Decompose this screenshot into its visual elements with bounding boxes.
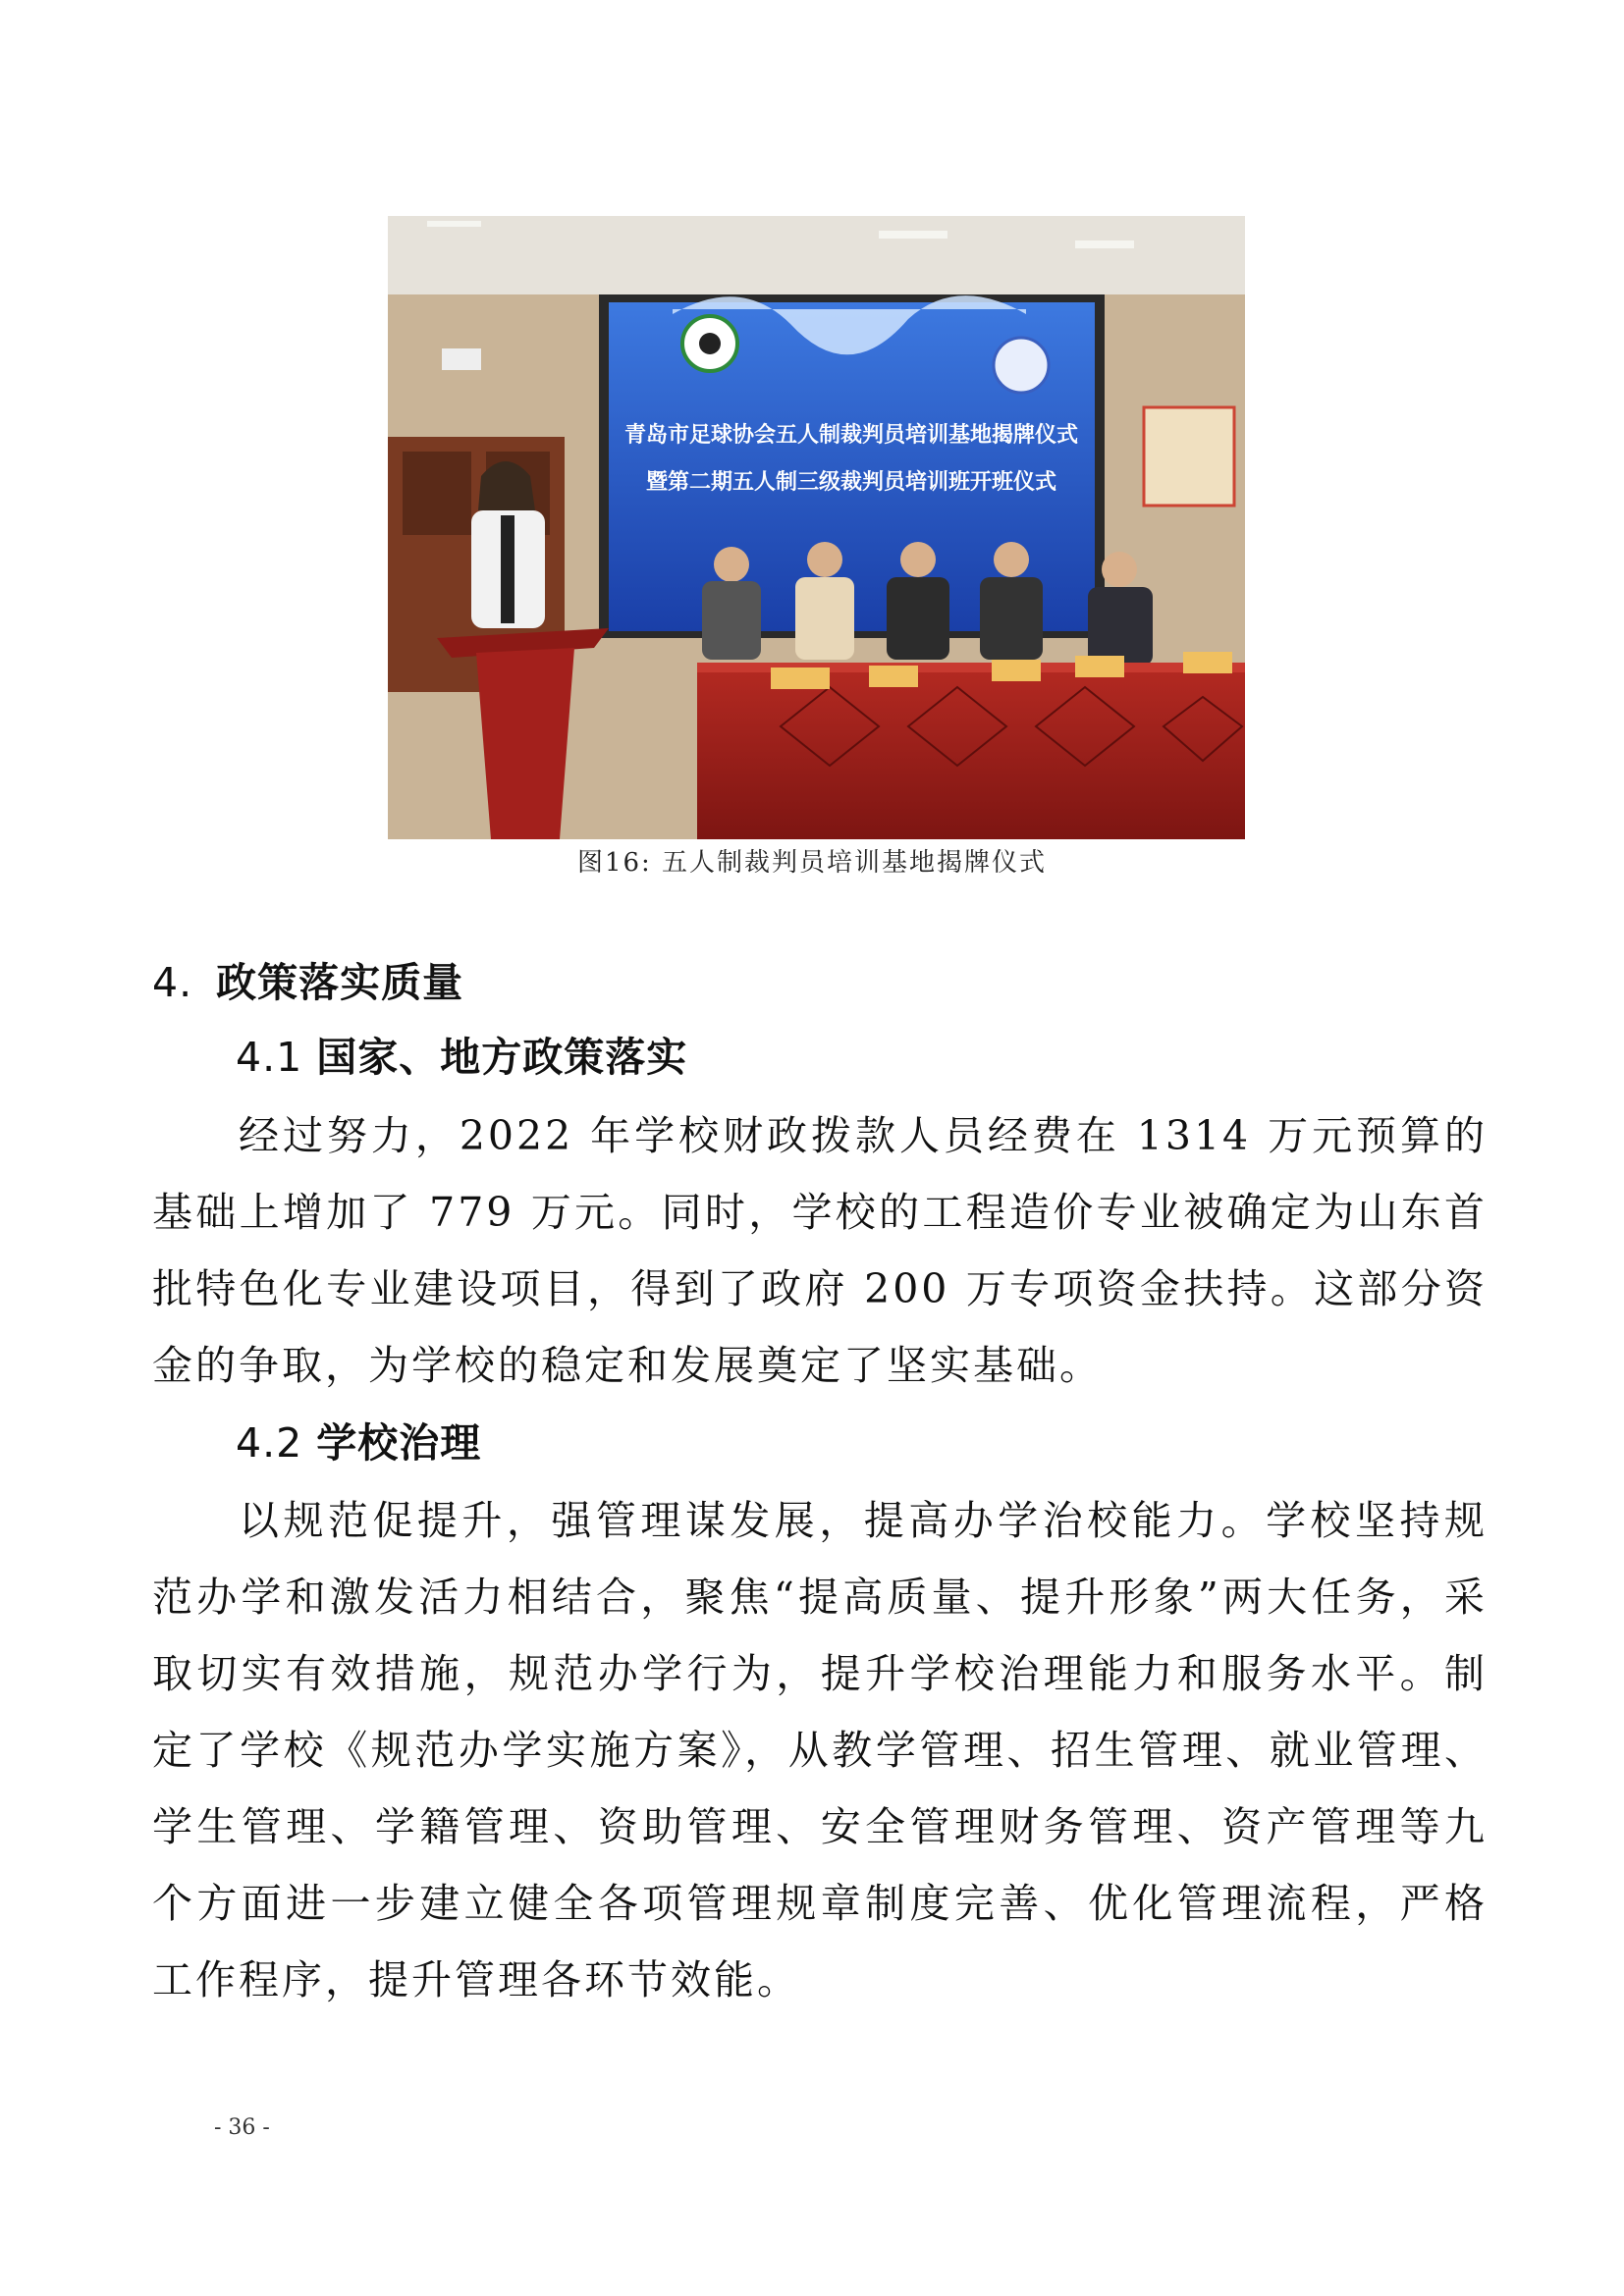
section-4-title: 政策落实质量 — [216, 959, 464, 1006]
section-4-1-title: 国家、地方政策落实 — [316, 1034, 688, 1081]
section-4-2-title: 学校治理 — [316, 1419, 482, 1467]
page-number: - 36 - — [214, 2115, 270, 2140]
ceremony-photo — [388, 216, 1245, 839]
section-4-2-paragraph: 以规范促提升，强管理谋发展，提高办学治校能力。学校坚持规范办学和激发活力相结合，聚焦“提高质量、提升形象”两大任务，采取切实有效措施，规范办学行为，提升学校治理能力和服务水平。制定了学校《规范办学实施方案》，从教学管理、招生管理、就业管理、学生管理、学籍管理、资助管理、安全管理财务管理、资产管理等九个方面进一步建立健全各项管理规章制度完善、优化管理流程，严格工作程序，提升管理各环节效能。 — [152, 1497, 1488, 2003]
section-4-1-number: 4.1 — [236, 1034, 303, 1081]
section-4-1-heading — [236, 1025, 687, 1083]
section-4-2-heading — [236, 1411, 481, 1468]
section-4-number: 4. — [152, 959, 193, 1006]
section-4-heading — [152, 950, 463, 1008]
banner-line-2: 暨第二期五人制三级裁判员培训班开班仪式 — [645, 470, 1057, 495]
banner-line-1: 青岛市足球协会五人制裁判员培训基地揭牌仪式 — [623, 423, 1079, 448]
ceremony-illustration — [388, 216, 1245, 839]
section-4-2-number: 4.2 — [236, 1419, 303, 1467]
figure-caption: 图16: 五人制裁判员培训基地揭牌仪式 — [576, 848, 1048, 878]
section-4-1-paragraph: 经过努力，2022 年学校财政拨款人员经费在 1314 万元预算的基础上增加了 779 万元。同时，学校的工程造价专业被确定为山东首批特色化专业建设项目，得到了政府 200 万专项资金扶持。这部分资金的争取，为学校的稳定和发展奠定了坚实基础。 — [152, 1112, 1488, 1389]
